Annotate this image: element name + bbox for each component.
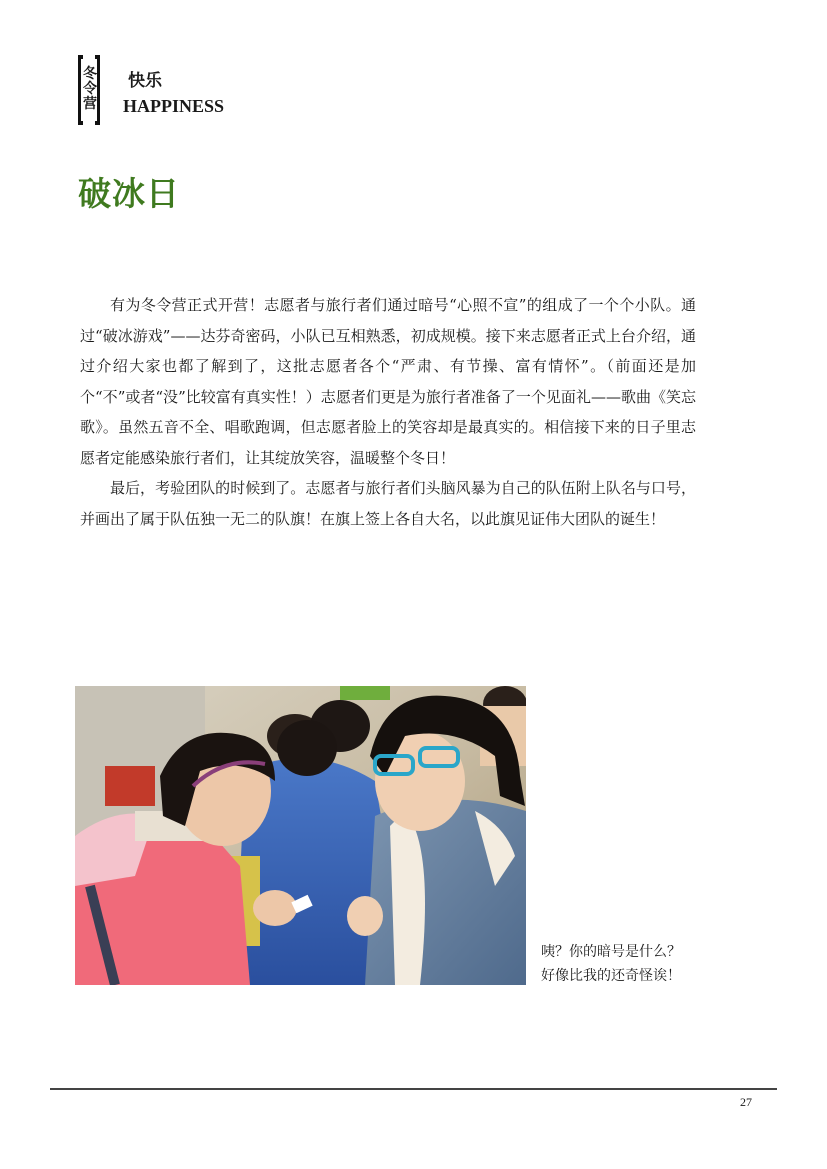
section-vertical-label: 冬 令 营 xyxy=(83,66,97,112)
page-number: 27 xyxy=(740,1095,752,1109)
article-title: 破冰日 xyxy=(78,174,180,213)
caption-line: 好像比我的还奇怪诶！ xyxy=(541,968,681,984)
article-body xyxy=(80,290,696,534)
paragraph: 最后，考验团队的时候到了。志愿者与旅行者们头脑风暴为自己的队伍附上队名与口号，并画出了属于队伍独一无二的队旗！在旗上签上各自大名，以此旗见证伟大团队的诞生！ xyxy=(80,479,696,528)
category-title-cn: 快乐 xyxy=(128,71,162,91)
article-photo xyxy=(75,686,526,985)
caption-line: 咦？你的暗号是什么？ xyxy=(541,944,681,960)
photo-caption xyxy=(541,940,711,988)
category-title-en: HAPPINESS xyxy=(123,96,225,116)
paragraph: 有为冬令营正式开营！志愿者与旅行者们通过暗号“心照不宣”的组成了一个个小队。通过“破冰游戏”——达芬奇密码，小队已互相熟悉，初成规模。接下来志愿者正式上台介绍，通过介绍大家也都了解到了，这批志愿者各个“严肃、有节操、富有情怀”。（前面还是加个“不”或者“没”比较富有真实性！）志愿者们更是为旅行者准备了一个见面礼——歌曲《笑忘歌》。虽然五音不全、唱歌跑调，但志愿者脸上的笑容却是最真实的。相信接下来的日子里志愿者定能感染旅行者们，让其绽放笑容，温暖整个冬日！ xyxy=(80,296,696,467)
footer-divider xyxy=(50,1088,777,1090)
